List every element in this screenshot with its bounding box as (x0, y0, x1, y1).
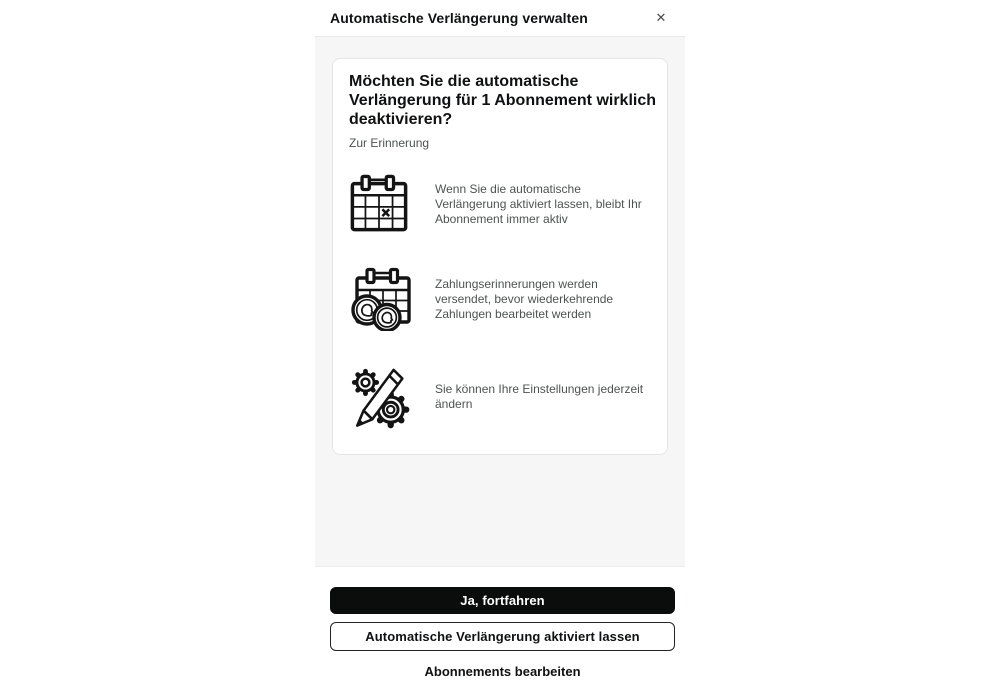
manage-auto-renewal-dialog (315, 0, 685, 679)
reminder-row-change-settings (349, 364, 651, 430)
confirm-deactivate-button[interactable]: Ja, fortfahren (330, 587, 675, 614)
reminder-card (332, 58, 668, 455)
calendar-x-icon (349, 174, 415, 234)
calendar-coins-icon (349, 267, 415, 331)
reminder-row-payment-reminders (349, 267, 651, 331)
dialog-body-panel (315, 36, 685, 567)
dialog-actions (330, 587, 675, 679)
edit-subscriptions-link[interactable]: Abonnements bearbeiten (424, 664, 581, 679)
reminder-text: Zahlungserinnerungen werden versendet, bevor wiederkehrende Zahlungen bearbeitet werden (435, 276, 614, 321)
reminder-row-keep-active (349, 174, 651, 234)
reminder-text: Sie können Ihre Einstellungen jederzeit ändern (435, 382, 644, 411)
confirmation-question: Möchten Sie die automatische Verlängerung für 1 Abonnement wirklich deaktivieren? (349, 73, 657, 128)
dialog-header (315, 0, 685, 36)
keep-auto-renewal-button[interactable]: Automatische Verlängerung aktiviert lassen (330, 622, 675, 651)
gears-pencil-icon (349, 364, 415, 430)
reminder-text: Wenn Sie die automatische Verlängerung aktiviert lassen, bleibt Ihr Abonnement immer aktiv (435, 181, 642, 226)
reminder-label: Zur Erinnerung (349, 136, 430, 150)
dialog-title: Automatische Verlängerung verwalten (330, 10, 588, 26)
close-icon[interactable]: ✕ (651, 8, 671, 28)
